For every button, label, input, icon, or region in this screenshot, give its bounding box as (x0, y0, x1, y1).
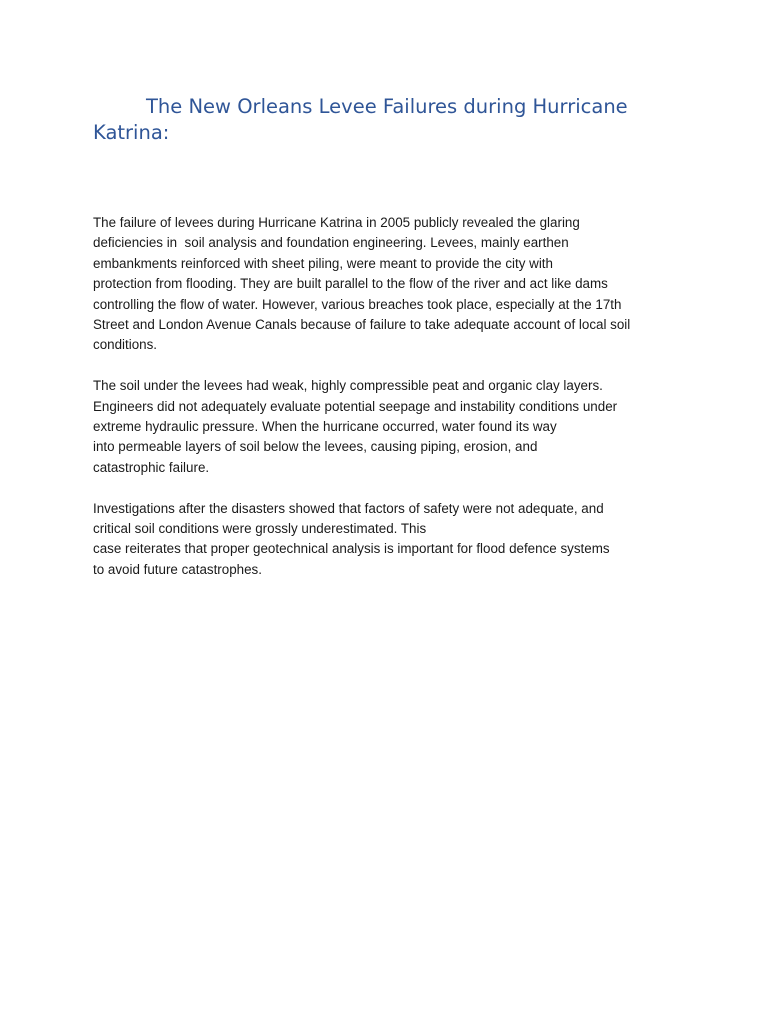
document-body (93, 213, 693, 601)
text-line: catastrophic failure. (93, 459, 210, 475)
text-line: extreme hydraulic pressure. When the hurricane occurred, water found its way (93, 419, 557, 435)
paragraph-levee-failure (93, 213, 693, 356)
text-line: Investigations after the disasters showed that factors of safety were not adequate, and (93, 500, 604, 516)
text-line: protection from flooding. They are built parallel to the flow of the river and act like dams (93, 276, 608, 292)
title-line: The New Orleans Levee Failures during Hurricane (146, 95, 628, 118)
text-line: Engineers did not adequately evaluate potential seepage and instability conditions under (93, 398, 618, 414)
text-line: case reiterates that proper geotechnical analysis is important for flood defence systems (93, 541, 610, 557)
text-line: The soil under the levees had weak, highly compressible peat and organic clay layers. (93, 378, 603, 394)
text-line: deficiencies in soil analysis and foundation engineering. Levees, mainly earthen (93, 235, 569, 251)
text-line: controlling the flow of water. However, various breaches took place, especially at the 17th (93, 296, 622, 312)
text-line: to avoid future catastrophes. (93, 561, 262, 577)
title-line: Katrina: (93, 121, 170, 144)
text-line: The failure of levees during Hurricane Katrina in 2005 publicly revealed the glaring (93, 215, 580, 230)
text-line: Street and London Avenue Canals because of failure to take adequate account of local soil (93, 317, 631, 333)
text-line: embankments reinforced with sheet piling, were meant to provide the city with (93, 255, 553, 271)
document-title (93, 94, 693, 146)
text-line: into permeable layers of soil below the levees, causing piping, erosion, and (93, 439, 538, 455)
text-line: conditions. (93, 337, 158, 353)
text-line: critical soil conditions were grossly underestimated. This (93, 521, 427, 537)
paragraph-investigations (93, 499, 693, 581)
paragraph-soil-conditions (93, 376, 693, 478)
